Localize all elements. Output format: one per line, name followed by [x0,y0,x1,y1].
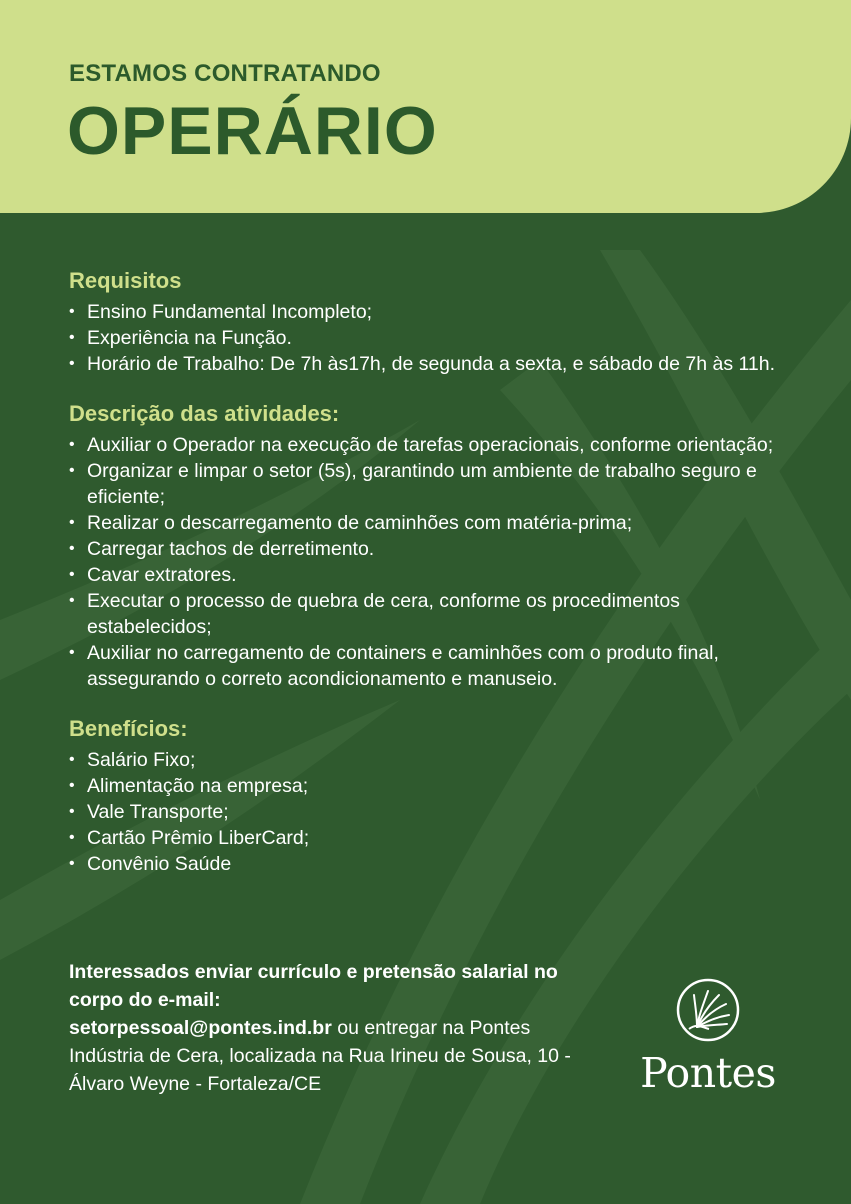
header-banner [0,0,851,213]
list-item: • Cavar extratores. [69,562,789,588]
list-item: • Vale Transporte; [69,799,789,825]
brand-name: Pontes [640,1049,776,1097]
list-item: • Auxiliar o Operador na execução de tarefas operacionais, conforme orientação; [69,432,789,458]
benefits-section [69,714,789,877]
contact-info [69,958,609,1098]
list-item: • Alimentação na empresa; [69,773,789,799]
contact-email[interactable]: setorpessoal@pontes.ind.br [69,1017,332,1039]
list-item: • Organizar e limpar o setor (5s), garantindo um ambiente de trabalho seguro e eficiente; [69,458,789,510]
requirements-section [69,266,789,377]
requirements-list [69,299,789,377]
activities-list [69,432,789,692]
list-item: • Cartão Prêmio LiberCard; [69,825,789,851]
activities-title: Descrição das atividades: [69,401,340,426]
list-item: • Salário Fixo; [69,747,789,773]
list-item: • Auxiliar no carregamento de containers e caminhões com o produto final, assegurando o correto acondicionamento e manuseio. [69,640,789,692]
contact-address: ou entregar na Pontes Indústria de Cera, localizada na Rua Irineu de Sousa, 10 - Álvaro Weyne - Fortaleza/CE [69,1017,571,1095]
activities-section [69,399,789,692]
benefits-list [69,747,789,877]
benefits-title: Benefícios: [69,716,188,741]
contact-intro: Interessados enviar currículo e pretensão salarial no corpo do e-mail: [69,961,558,1011]
list-item: • Horário de Trabalho: De 7h às17h, de segunda a sexta, e sábado de 7h às 11h. [69,351,789,377]
list-item: • Realizar o descarregamento de caminhões com matéria-prima; [69,510,789,536]
list-item: • Carregar tachos de derretimento. [69,536,789,562]
hiring-kicker: ESTAMOS CONTRATANDO [69,60,381,87]
list-item: • Experiência na Função. [69,325,789,351]
requirements-title: Requisitos [69,268,182,293]
list-item: • Ensino Fundamental Incompleto; [69,299,789,325]
palm-emblem-icon [675,977,741,1043]
pontes-logo [632,977,784,1097]
job-title: OPERÁRIO [67,93,438,169]
list-item: • Convênio Saúde [69,851,789,877]
job-details [69,266,789,899]
list-item: • Executar o processo de quebra de cera, conforme os procedimentos estabelecidos; [69,588,789,640]
